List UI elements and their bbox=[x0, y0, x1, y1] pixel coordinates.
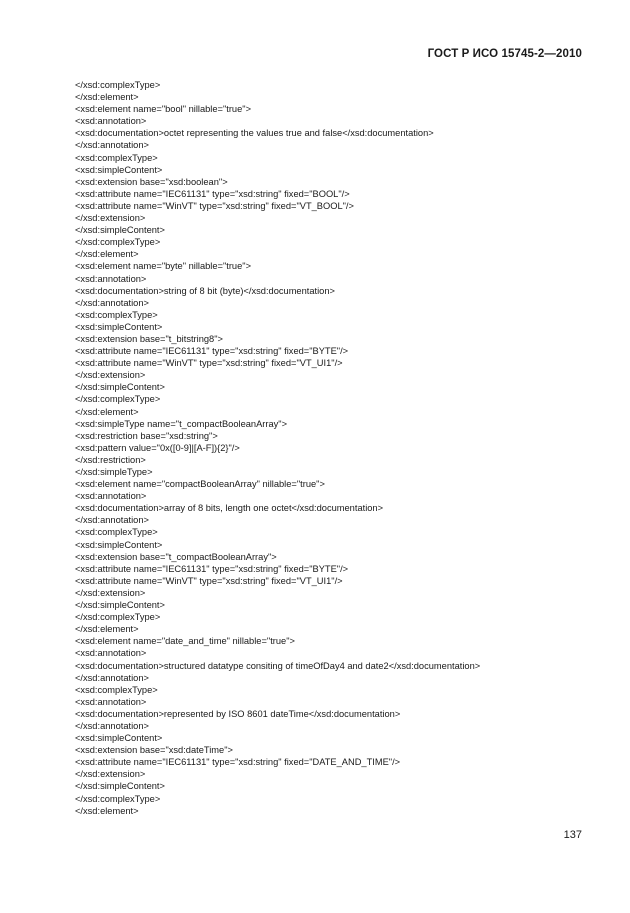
code-line: <xsd:documentation>string of 8 bit (byte)</xsd:documentation> bbox=[75, 285, 335, 296]
code-line: <xsd:element name="compactBooleanArray" nillable="true"> bbox=[75, 479, 325, 490]
code-line: <xsd:documentation>structured datatype consiting of timeOfDay4 and date2</xsd:documentation> bbox=[75, 660, 481, 671]
code-line: <xsd:attribute name="IEC61131" type="xsd:string" fixed="BYTE"/> bbox=[75, 346, 349, 357]
code-line: <xsd:annotation> bbox=[75, 648, 147, 659]
code-line: </xsd:extension> bbox=[75, 213, 146, 224]
code-line: <xsd:complexType> bbox=[75, 309, 158, 320]
document-header: ГОСТ Р ИСО 15745-2—2010 bbox=[427, 48, 582, 60]
code-line: <xsd:attribute name="IEC61131" type="xsd:string" fixed="BYTE"/> bbox=[75, 563, 349, 574]
code-line: <xsd:simpleContent> bbox=[75, 733, 163, 744]
code-line: <xsd:pattern value="0x([0-9]|[A-F]){2}"/> bbox=[75, 442, 240, 453]
code-line: </xsd:annotation> bbox=[75, 515, 149, 526]
code-line: </xsd:simpleContent> bbox=[75, 781, 165, 792]
code-line: <xsd:complexType> bbox=[75, 152, 158, 163]
code-line: <xsd:simpleContent> bbox=[75, 539, 163, 550]
code-line: </xsd:element> bbox=[75, 805, 139, 816]
code-line: </xsd:complexType> bbox=[75, 793, 161, 804]
code-line: </xsd:restriction> bbox=[75, 454, 146, 465]
code-line: <xsd:element name="byte" nillable="true"> bbox=[75, 261, 252, 272]
code-line: <xsd:restriction base="xsd:string"> bbox=[75, 430, 218, 441]
code-line: <xsd:annotation> bbox=[75, 696, 147, 707]
code-line: <xsd:documentation>octet representing the values true and false</xsd:documentation> bbox=[75, 128, 434, 139]
code-line: <xsd:annotation> bbox=[75, 273, 147, 284]
page-number: 137 bbox=[563, 829, 582, 841]
code-line: <xsd:annotation> bbox=[75, 116, 147, 127]
code-line: </xsd:element> bbox=[75, 92, 139, 103]
code-line: <xsd:simpleContent> bbox=[75, 164, 163, 175]
code-line: <xsd:extension base="xsd:dateTime"> bbox=[75, 745, 233, 756]
code-line: </xsd:element> bbox=[75, 249, 139, 260]
code-line: </xsd:element> bbox=[75, 624, 139, 635]
code-line: <xsd:element name="date_and_time" nillable="true"> bbox=[75, 636, 295, 647]
code-line: </xsd:simpleContent> bbox=[75, 225, 165, 236]
code-line: </xsd:extension> bbox=[75, 769, 146, 780]
code-line: </xsd:complexType> bbox=[75, 80, 161, 90]
code-line: </xsd:extension> bbox=[75, 587, 146, 598]
code-line: <xsd:attribute name="WinVT" type="xsd:string" fixed="VT_UI1"/> bbox=[75, 358, 343, 369]
code-line: </xsd:element> bbox=[75, 406, 139, 417]
code-line: <xsd:extension base="xsd:boolean"> bbox=[75, 176, 228, 187]
code-line: </xsd:annotation> bbox=[75, 720, 149, 731]
code-line: <xsd:attribute name="IEC61131" type="xsd:string" fixed="BOOL"/> bbox=[75, 188, 350, 199]
code-line: <xsd:extension base="t_bitstring8"> bbox=[75, 333, 223, 344]
code-line: <xsd:attribute name="WinVT" type="xsd:string" fixed="VT_BOOL"/> bbox=[75, 200, 354, 211]
code-line: <xsd:complexType> bbox=[75, 527, 158, 538]
code-line: <xsd:simpleType name="t_compactBooleanArray"> bbox=[75, 418, 288, 429]
code-line: </xsd:annotation> bbox=[75, 140, 149, 151]
code-line: <xsd:documentation>array of 8 bits, length one octet</xsd:documentation> bbox=[75, 503, 384, 514]
code-line: </xsd:complexType> bbox=[75, 394, 161, 405]
code-line: <xsd:complexType> bbox=[75, 684, 158, 695]
code-line: </xsd:simpleContent> bbox=[75, 382, 165, 393]
code-line: </xsd:extension> bbox=[75, 370, 146, 381]
code-line: <xsd:element name="bool" nillable="true"> bbox=[75, 104, 252, 115]
code-line: </xsd:annotation> bbox=[75, 297, 149, 308]
code-line: </xsd:simpleType> bbox=[75, 467, 153, 477]
code-line: <xsd:attribute name="IEC61131" type="xsd:string" fixed="DATE_AND_TIME"/> bbox=[75, 757, 401, 768]
code-line: </xsd:simpleContent> bbox=[75, 600, 165, 611]
code-line: <xsd:annotation> bbox=[75, 491, 147, 502]
xsd-code-listing bbox=[75, 79, 480, 817]
code-line: </xsd:complexType> bbox=[75, 612, 161, 623]
code-line: </xsd:complexType> bbox=[75, 237, 161, 248]
code-line: <xsd:extension base="t_compactBooleanArray"> bbox=[75, 551, 277, 562]
code-line: <xsd:attribute name="WinVT" type="xsd:string" fixed="VT_UI1"/> bbox=[75, 575, 343, 586]
code-line: </xsd:annotation> bbox=[75, 672, 149, 683]
code-line: <xsd:simpleContent> bbox=[75, 321, 163, 332]
code-line: <xsd:documentation>represented by ISO 8601 dateTime</xsd:documentation> bbox=[75, 708, 401, 719]
